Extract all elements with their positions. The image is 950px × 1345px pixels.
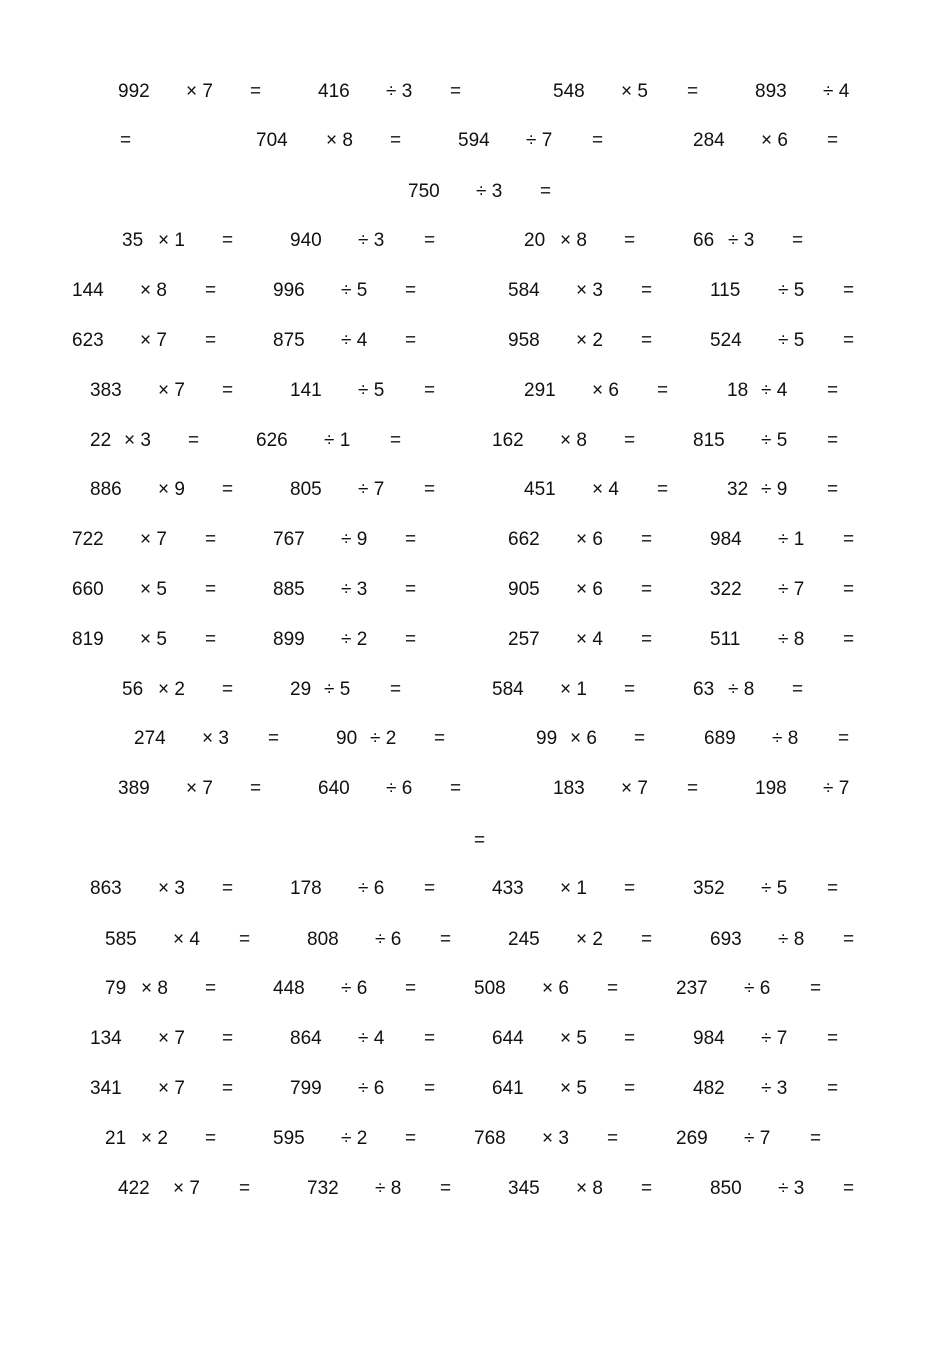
equals-sign: = (405, 579, 417, 600)
operator-term: × 6 (542, 978, 569, 999)
operand: 984 (693, 1028, 725, 1049)
problem-row (0, 776, 950, 802)
operator-term: ÷ 4 (341, 330, 368, 351)
operator-term: × 9 (158, 479, 185, 500)
equals-sign: = (424, 878, 436, 899)
equals-sign: = (424, 1028, 436, 1049)
operator-term: ÷ 9 (761, 479, 788, 500)
problem-row (0, 378, 950, 404)
operator-term: × 6 (761, 130, 788, 151)
operand: 893 (755, 81, 787, 102)
operand: 79 (105, 978, 127, 999)
problem-row (0, 976, 950, 1002)
operand: 22 (90, 430, 112, 451)
operator-term: × 7 (158, 380, 185, 401)
equals-sign: = (205, 330, 217, 351)
problem-row (0, 328, 950, 354)
equals-sign: = (474, 830, 486, 851)
operator-term: ÷ 3 (761, 1078, 788, 1099)
operator-term: ÷ 8 (778, 629, 805, 650)
equals-sign: = (641, 529, 653, 550)
equals-sign: = (424, 380, 436, 401)
operator-term: × 6 (576, 529, 603, 550)
operand: 291 (524, 380, 556, 401)
operator-term: ÷ 3 (728, 230, 755, 251)
equals-sign: = (222, 479, 234, 500)
problem-row (0, 527, 950, 553)
operand: 63 (693, 679, 715, 700)
equals-sign: = (624, 430, 636, 451)
equals-sign: = (843, 330, 855, 351)
operator-term: × 1 (158, 230, 185, 251)
equals-sign: = (843, 929, 855, 950)
operand: 162 (492, 430, 524, 451)
equals-sign: = (440, 929, 452, 950)
problem-row (0, 927, 950, 953)
equals-sign: = (641, 579, 653, 600)
equals-sign: = (424, 479, 436, 500)
equals-sign: = (222, 380, 234, 401)
equals-sign: = (657, 479, 669, 500)
equals-sign: = (222, 1028, 234, 1049)
operand: 448 (273, 978, 305, 999)
equals-sign: = (607, 978, 619, 999)
operator-term: × 8 (326, 130, 353, 151)
equals-sign: = (250, 778, 262, 799)
equals-sign: = (450, 81, 462, 102)
operator-term: × 6 (576, 579, 603, 600)
operand: 704 (256, 130, 288, 151)
equals-sign: = (540, 181, 552, 202)
operand: 644 (492, 1028, 524, 1049)
operand: 237 (676, 978, 708, 999)
operand: 548 (553, 81, 585, 102)
equals-sign: = (222, 679, 234, 700)
equals-sign: = (440, 1178, 452, 1199)
operand: 863 (90, 878, 122, 899)
operand: 115 (710, 280, 741, 301)
equals-sign: = (188, 430, 200, 451)
operand: 29 (290, 679, 312, 700)
operator-term: × 8 (140, 280, 167, 301)
operator-term: ÷ 3 (386, 81, 413, 102)
operand: 885 (273, 579, 305, 600)
operand: 524 (710, 330, 742, 351)
operand: 799 (290, 1078, 322, 1099)
equals-sign: = (205, 1128, 217, 1149)
equals-sign: = (205, 280, 217, 301)
operand: 689 (704, 728, 736, 749)
problem-row (0, 1076, 950, 1102)
operator-term: ÷ 9 (341, 529, 368, 550)
equals-sign: = (827, 1028, 839, 1049)
operator-term: × 7 (186, 778, 213, 799)
operand: 284 (693, 130, 725, 151)
operand: 819 (72, 629, 104, 650)
equals-sign: = (624, 1078, 636, 1099)
equals-sign: = (792, 230, 804, 251)
operand: 984 (710, 529, 742, 550)
operator-term: ÷ 5 (761, 878, 788, 899)
operator-term: × 3 (202, 728, 229, 749)
operator-term: × 8 (576, 1178, 603, 1199)
operand: 451 (524, 479, 556, 500)
operator-term: × 5 (140, 629, 167, 650)
equals-sign: = (624, 230, 636, 251)
operand: 183 (553, 778, 585, 799)
operator-term: ÷ 5 (341, 280, 368, 301)
equals-sign: = (405, 330, 417, 351)
operand: 198 (755, 778, 787, 799)
equals-sign: = (687, 778, 699, 799)
operator-term: ÷ 2 (341, 1128, 368, 1149)
operand: 274 (134, 728, 166, 749)
operand: 345 (508, 1178, 540, 1199)
equals-sign: = (450, 778, 462, 799)
equals-sign: = (405, 280, 417, 301)
operand: 722 (72, 529, 104, 550)
operand: 341 (90, 1078, 122, 1099)
problem-row (0, 1126, 950, 1152)
operand: 585 (105, 929, 137, 950)
equals-sign: = (843, 529, 855, 550)
operator-term: ÷ 3 (778, 1178, 805, 1199)
equals-sign: = (405, 1128, 417, 1149)
operand: 732 (307, 1178, 339, 1199)
operator-term: ÷ 7 (823, 778, 850, 799)
operator-term: ÷ 4 (358, 1028, 385, 1049)
operand: 660 (72, 579, 104, 600)
operator-term: ÷ 7 (358, 479, 385, 500)
equals-sign: = (405, 629, 417, 650)
operand: 623 (72, 330, 104, 351)
operand: 66 (693, 230, 715, 251)
operator-term: ÷ 5 (778, 280, 805, 301)
operator-term: ÷ 3 (341, 579, 368, 600)
equals-sign: = (390, 679, 402, 700)
operator-term: ÷ 6 (341, 978, 368, 999)
problem-row (0, 428, 950, 454)
operand: 905 (508, 579, 540, 600)
equals-sign: = (843, 1178, 855, 1199)
equals-sign: = (250, 81, 262, 102)
operand: 178 (290, 878, 322, 899)
operand: 768 (474, 1128, 506, 1149)
equals-sign: = (827, 130, 839, 151)
operand: 864 (290, 1028, 322, 1049)
operator-term: ÷ 4 (823, 81, 850, 102)
operand: 899 (273, 629, 305, 650)
operand: 269 (676, 1128, 708, 1149)
equals-sign: = (268, 728, 280, 749)
operand: 90 (336, 728, 358, 749)
operator-term: ÷ 6 (744, 978, 771, 999)
problem-row (0, 477, 950, 503)
equals-sign: = (843, 280, 855, 301)
operand: 383 (90, 380, 122, 401)
operand: 32 (727, 479, 749, 500)
problem-row (0, 1176, 950, 1202)
operator-term: ÷ 1 (778, 529, 805, 550)
equals-sign: = (827, 1078, 839, 1099)
operator-term: ÷ 6 (386, 778, 413, 799)
operator-term: ÷ 6 (375, 929, 402, 950)
operator-term: × 7 (186, 81, 213, 102)
operand: 641 (492, 1078, 524, 1099)
operand: 245 (508, 929, 540, 950)
operator-term: ÷ 7 (744, 1128, 771, 1149)
operator-term: ÷ 8 (728, 679, 755, 700)
operator-term: × 3 (576, 280, 603, 301)
equals-sign: = (607, 1128, 619, 1149)
equals-sign: = (827, 479, 839, 500)
operand: 626 (256, 430, 288, 451)
operator-term: × 7 (140, 330, 167, 351)
equals-sign: = (424, 230, 436, 251)
operand: 322 (710, 579, 742, 600)
equals-sign: = (624, 878, 636, 899)
operator-term: × 4 (173, 929, 200, 950)
equals-sign: = (239, 929, 251, 950)
problem-row (0, 828, 950, 854)
operator-term: × 1 (560, 878, 587, 899)
operator-term: ÷ 5 (778, 330, 805, 351)
operator-term: × 4 (576, 629, 603, 650)
operator-term: ÷ 2 (341, 629, 368, 650)
operator-term: ÷ 4 (761, 380, 788, 401)
problem-row (0, 876, 950, 902)
equals-sign: = (827, 380, 839, 401)
equals-sign: = (239, 1178, 251, 1199)
equals-sign: = (843, 629, 855, 650)
operator-term: × 5 (621, 81, 648, 102)
operator-term: × 2 (158, 679, 185, 700)
operand: 875 (273, 330, 305, 351)
equals-sign: = (641, 280, 653, 301)
operator-term: × 7 (173, 1178, 200, 1199)
operand: 141 (290, 380, 322, 401)
operand: 750 (408, 181, 440, 202)
equals-sign: = (810, 978, 822, 999)
problem-row (0, 79, 950, 105)
problem-row (0, 179, 950, 205)
equals-sign: = (827, 878, 839, 899)
operand: 134 (90, 1028, 122, 1049)
operand: 640 (318, 778, 350, 799)
operand: 662 (508, 529, 540, 550)
operand: 389 (118, 778, 150, 799)
equals-sign: = (641, 330, 653, 351)
operand: 257 (508, 629, 540, 650)
operand: 482 (693, 1078, 725, 1099)
equals-sign: = (687, 81, 699, 102)
equals-sign: = (792, 679, 804, 700)
operator-term: ÷ 7 (761, 1028, 788, 1049)
operator-term: ÷ 3 (476, 181, 503, 202)
operator-term: ÷ 2 (370, 728, 397, 749)
operand: 805 (290, 479, 322, 500)
operand: 99 (536, 728, 558, 749)
equals-sign: = (205, 629, 217, 650)
equals-sign: = (205, 579, 217, 600)
operand: 20 (524, 230, 546, 251)
problem-row (0, 627, 950, 653)
problem-row (0, 278, 950, 304)
equals-sign: = (641, 929, 653, 950)
operator-term: × 7 (158, 1028, 185, 1049)
operand: 958 (508, 330, 540, 351)
operand: 996 (273, 280, 305, 301)
operand: 886 (90, 479, 122, 500)
equals-sign: = (624, 1028, 636, 1049)
operand: 584 (492, 679, 524, 700)
operator-term: ÷ 5 (358, 380, 385, 401)
equals-sign: = (634, 728, 646, 749)
operator-term: ÷ 6 (358, 878, 385, 899)
problem-row (0, 128, 950, 154)
operator-term: × 2 (576, 330, 603, 351)
operand: 144 (72, 280, 104, 301)
problem-row (0, 677, 950, 703)
operand: 508 (474, 978, 506, 999)
operand: 808 (307, 929, 339, 950)
problem-row (0, 1026, 950, 1052)
operand: 433 (492, 878, 524, 899)
equals-sign: = (843, 579, 855, 600)
operator-term: × 1 (560, 679, 587, 700)
operand: 595 (273, 1128, 305, 1149)
equals-sign: = (424, 1078, 436, 1099)
operator-term: × 2 (576, 929, 603, 950)
operator-term: × 3 (542, 1128, 569, 1149)
operator-term: ÷ 1 (324, 430, 351, 451)
operator-term: ÷ 5 (761, 430, 788, 451)
operator-term: ÷ 8 (375, 1178, 402, 1199)
equals-sign: = (222, 230, 234, 251)
operator-term: × 7 (140, 529, 167, 550)
equals-sign: = (657, 380, 669, 401)
operator-term: × 8 (560, 430, 587, 451)
operator-term: × 4 (592, 479, 619, 500)
equals-sign: = (390, 430, 402, 451)
operand: 940 (290, 230, 322, 251)
equals-sign: = (390, 130, 402, 151)
operand: 850 (710, 1178, 742, 1199)
operator-term: × 8 (560, 230, 587, 251)
operator-term: × 3 (124, 430, 151, 451)
operator-term: × 7 (158, 1078, 185, 1099)
operand: 693 (710, 929, 742, 950)
equals-sign: = (120, 130, 132, 151)
equals-sign: = (592, 130, 604, 151)
operator-term: × 6 (570, 728, 597, 749)
equals-sign: = (810, 1128, 822, 1149)
equals-sign: = (222, 878, 234, 899)
equals-sign: = (205, 529, 217, 550)
operator-term: × 7 (621, 778, 648, 799)
equals-sign: = (641, 629, 653, 650)
equals-sign: = (222, 1078, 234, 1099)
operand: 584 (508, 280, 540, 301)
operand: 416 (318, 81, 350, 102)
operand: 815 (693, 430, 725, 451)
operator-term: ÷ 7 (526, 130, 553, 151)
equals-sign: = (405, 529, 417, 550)
operator-term: × 5 (560, 1078, 587, 1099)
operator-term: × 5 (140, 579, 167, 600)
equals-sign: = (405, 978, 417, 999)
operand: 56 (122, 679, 144, 700)
operator-term: × 6 (592, 380, 619, 401)
equals-sign: = (838, 728, 850, 749)
operand: 21 (105, 1128, 127, 1149)
operand: 992 (118, 81, 150, 102)
operator-term: ÷ 8 (778, 929, 805, 950)
operator-term: × 8 (141, 978, 168, 999)
equals-sign: = (205, 978, 217, 999)
operand: 511 (710, 629, 741, 650)
equals-sign: = (641, 1178, 653, 1199)
problem-row (0, 726, 950, 752)
operator-term: × 5 (560, 1028, 587, 1049)
equals-sign: = (827, 430, 839, 451)
equals-sign: = (434, 728, 446, 749)
operator-term: ÷ 8 (772, 728, 799, 749)
operand: 422 (118, 1178, 150, 1199)
problem-row (0, 228, 950, 254)
operator-term: × 2 (141, 1128, 168, 1149)
operand: 18 (727, 380, 749, 401)
problem-row (0, 577, 950, 603)
operand: 352 (693, 878, 725, 899)
operator-term: × 3 (158, 878, 185, 899)
operand: 767 (273, 529, 305, 550)
operator-term: ÷ 3 (358, 230, 385, 251)
operator-term: ÷ 7 (778, 579, 805, 600)
operator-term: ÷ 5 (324, 679, 351, 700)
operand: 594 (458, 130, 490, 151)
equals-sign: = (624, 679, 636, 700)
operand: 35 (122, 230, 144, 251)
operator-term: ÷ 6 (358, 1078, 385, 1099)
